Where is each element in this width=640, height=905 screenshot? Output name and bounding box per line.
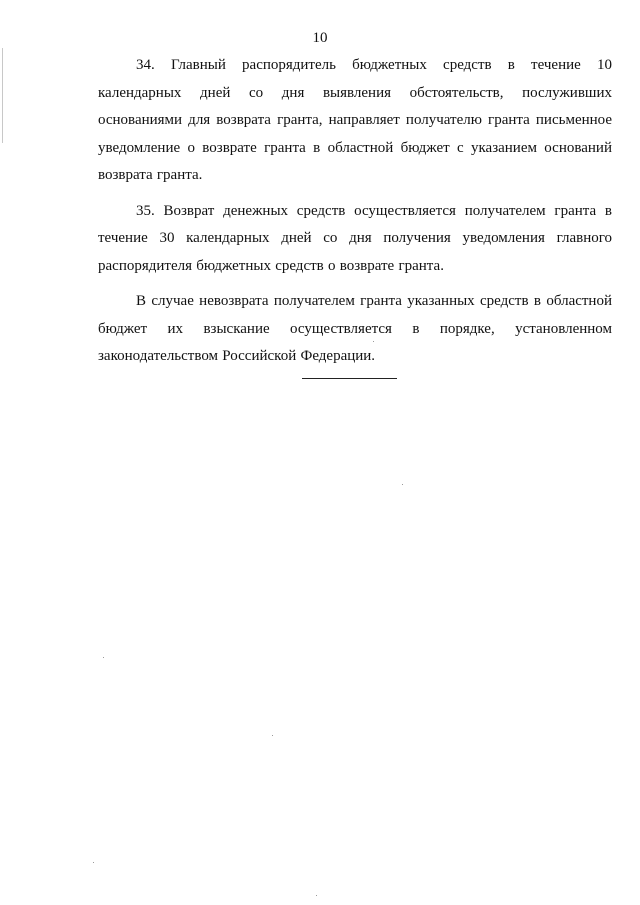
scan-speck	[93, 862, 94, 863]
end-of-document-rule	[302, 378, 397, 379]
scan-speck	[373, 341, 374, 342]
scan-edge-mark	[2, 48, 3, 143]
document-body	[98, 52, 612, 371]
paragraph-34: 34. Главный распорядитель бюджетных средств в течение 10 календарных дней со дня выявления обстоятельств, послуживших основаниями для возврата гранта, направляет получателю гранта письменное уведомление о возврате гранта в областной бюджет с указанием оснований возврата гранта.	[98, 57, 612, 183]
page-number: 10	[312, 30, 328, 46]
scan-speck	[316, 895, 317, 896]
scan-speck	[272, 735, 273, 736]
scan-speck	[103, 657, 104, 658]
paragraph-35: 35. Возврат денежных средств осуществляется получателем гранта в течение 30 календарных дней со дня получения уведомления главного распорядителя бюджетных средств о возврате гранта.	[98, 202, 612, 274]
paragraph-non-return: В случае невозврата получателем гранта указанных средств в областной бюджет их взыскание осуществляется в порядке, установленном законодательством Российской Федерации.	[98, 293, 612, 364]
scan-speck	[402, 484, 403, 485]
